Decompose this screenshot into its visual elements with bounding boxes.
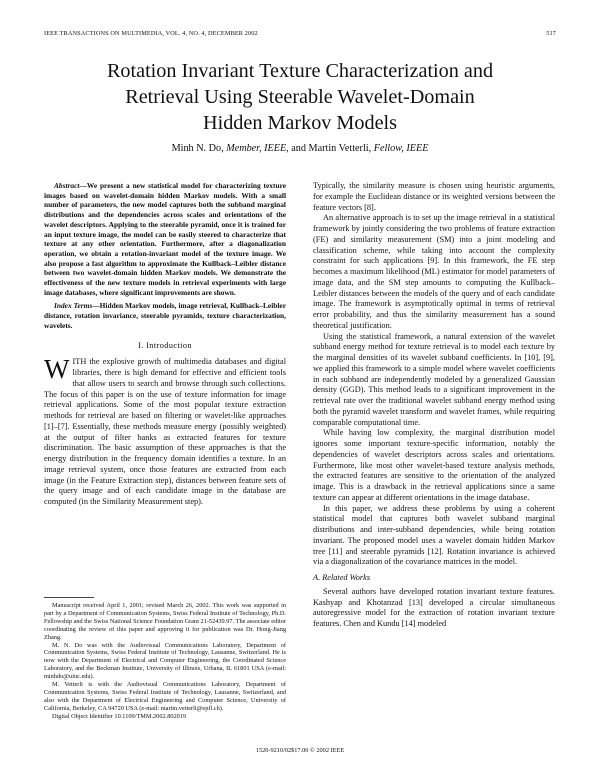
drop-cap: W [44, 354, 70, 385]
title-line-2: Retrieval Using Steerable Wavelet-Domain [125, 86, 475, 108]
body-paragraph-1: Typically, the similarity measure is chosen using heuristic arguments, for example the Euclidean distance or its weighted versions between the feature vectors [8]. [313, 181, 555, 212]
footnote-author-2: M. Vetterli is with the Audiovisual Communications Laboratory, Department of Communication Systems, Swiss Federal Institute of Technology, Lausanne, Switzerland, and also with the Department of Electrical Engineering and Computer Science, University of California, Berkeley, CA 94720 USA (e-mail: martin.vetterli@epfl.ch). [44, 681, 286, 712]
index-terms [44, 301, 286, 330]
title-line-1: Rotation Invariant Texture Characterization and [106, 60, 494, 82]
abstract [44, 181, 286, 297]
footnotes [44, 602, 286, 721]
page-number: 517 [546, 30, 556, 37]
left-column [44, 181, 286, 508]
body-paragraph-3: Using the statistical framework, a natural extension of the wavelet subband energy method for texture retrieval is to model each texture by the marginal densities of its wavelet subband coefficients. In [10], [9], we applied this framework to a simple model where wavelet coefficients in each subband are independently modeled by a generalized Gaussian density (GGD). This method leads to a significant improvement in the retrieval rate over the traditional wavelet subband energy method using both the pyramid wavelet transform and wavelet frames, while requiring comparable computational time. [313, 331, 555, 427]
body-paragraph-5: In this paper, we address these problems by using a coherent statistical model that captures both wavelet subband marginal distributions and inter-subband dependencies, while being rotation invariant. The proposed model uses a wavelet domain hidden Markov tree [11] and steerable pyramids [12]. Rotation invariance is achieved via a diagonalization of the covariance matrices in the model. [313, 503, 555, 567]
footnote-author-1: M. N. Do was with the Audiovisual Communications Laboratory, Department of Communication Systems, Swiss Federal Institute of Technology, Lausanne, Switzerland. He is now with the Department of Electrical and Computer Engineering, the Coordinated Science Laboratory, and the Beckman Institute, University of Illinois, Urbana, IL 61801 USA (e-mail: minhdo@uiuc.edu). [44, 641, 286, 681]
author-2-role: Fellow, IEEE [373, 143, 429, 154]
subsection-heading-related-works: A. Related Works [313, 573, 371, 582]
author-line [40, 143, 560, 154]
author-1-role: Member, IEEE, [226, 143, 289, 154]
author-1: Minh N. Do, [171, 143, 224, 154]
journal-name: IEEE TRANSACTIONS ON MULTIMEDIA, VOL. 4, NO. 4, DECEMBER 2002 [44, 30, 258, 37]
index-terms-lead: Index Terms— [54, 301, 100, 311]
right-column [313, 181, 555, 630]
abstract-lead: Abstract— [54, 181, 87, 190]
footnote-manuscript: Manuscript received April 1, 2001; revised March 26, 2002. This work was supported in part by a Department of Communication Systems, Swiss Federal Institute of Technology, Ph.D. Fellowship and the Swiss National Science Foundation Grant 21-52439.97. The associate editor coordinating the review of this paper and approving it for publication was Dr. Hong-Jiang Zhang. [44, 602, 286, 641]
abstract-text: We present a new statistical model for characterizing texture images based on wavelet-domain hidden Markov models. With a small number of parameters, the new model captures both the subband marginal distributions and the dependencies across scales and orientations of the wavelet descriptors. Applying to the steerable pyramid, once it is trained for an input texture image, the model can be easily steered to characterize that texture at any other orientation. Furthermore, after a diagonalization operation, we obtain a rotation-invariant model of the texture image. We also propose a fast algorithm to approximate the Kullback–Leibler distance between two wavelet-domain hidden Markov models. We demonstrate the effectiveness of the new texture models in retrieval experiments with large image databases, where significant improvements are shown. [44, 181, 286, 297]
body-paragraph-6: Several authors have developed rotation invariant texture features. Kashyap and Khotanzad [13] developed a circular simultaneous autoregressive model for the extraction of rotation invariant texture features. Chen and Kundu [14] modeled [313, 586, 555, 628]
intro-text: ITH the explosive growth of multimedia databases and digital libraries, there is high demand for effective and efficient tools that allow users to search and browse through such collections. The focus of this paper is on the use of texture information for image retrieval applications. Some of the most popular texture extraction methods for retrieval are based on filtering or wavelet-like approaches [1]–[7]. Essentially, these methods measure energy (possibly weighted) at the output of filter banks as extracted features for texture discrimination. The basic assumption of these approaches is that the energy distribution in the frequency domain identifies a texture. In an image retrieval system, once those features are extracted from each image (in the Feature Extraction step), distances between feature sets of the query image and of each candidate image in the database are computed (in the Similarity Measurement step). [44, 357, 286, 507]
footnote-doi: Digital Object Identifier 10.1109/TMM.2002.802019 [52, 712, 187, 720]
running-header [44, 30, 556, 37]
section-heading-introduction: I. Introduction [138, 340, 192, 350]
footnote-rule [44, 597, 94, 598]
intro-paragraph [44, 354, 286, 508]
paper-title [40, 58, 560, 136]
copyright-line: 1520-9210/02$17.00 © 2002 IEEE [255, 747, 345, 754]
index-terms-text: Hidden Markov models, image retrieval, Kullback–Leibler distance, rotation invariance, steerable pyramids, texture characterization, wavelets. [44, 301, 286, 330]
title-line-3: Hidden Markov Models [203, 112, 397, 134]
body-paragraph-2: An alternative approach is to set up the image retrieval in a statistical framework by jointly considering the two problems of feature extraction (FE) and similarity measurement (SM) into a joint modeling and classification scheme, while taking into account the complexity constraint for such applications [9]. In this framework, the FE step becomes a maximum likelihood (ML) estimator for model parameters of image data, and the SM step amounts to computing the Kullback–Leibler distances between the models of the query and of each candidate image. The framework is asymptotically optimal in terms of retrieval error probability, and thus the similarity measurement has a sound theoretical justification. [313, 213, 555, 330]
body-paragraph-4: While having low complexity, the marginal distribution model ignores some important texture-specific information, notably the dependencies of wavelet descriptors across scales and orientations. Furthermore, like most other wavelet-based texture analysis methods, the extracted features are sensitive to the orientation of the analyzed image. This is a drawback in the retrieval applications since a same texture can appear at different orientations in the image database. [313, 428, 555, 502]
author-2: and Martin Vetterli, [288, 143, 372, 154]
